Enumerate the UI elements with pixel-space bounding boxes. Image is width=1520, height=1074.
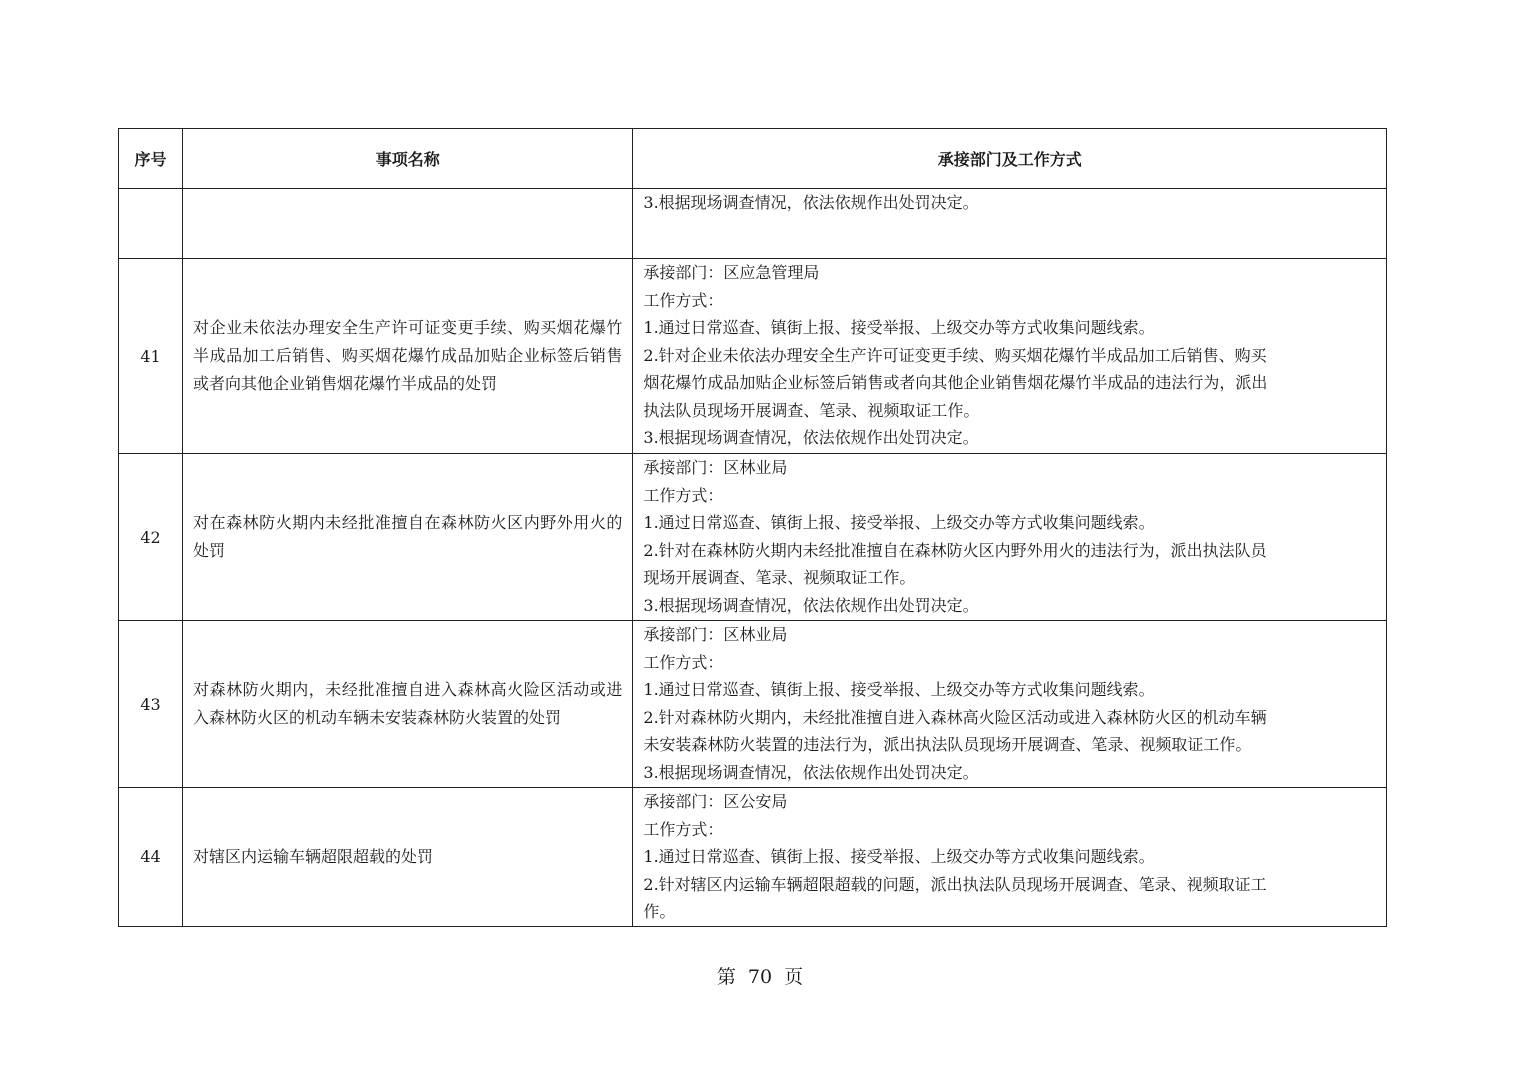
method-line: 3.根据现场调查情况，依法依规作出处罚决定。 <box>643 193 979 212</box>
method-line: 现场开展调查、笔录、视频取证工作。 <box>643 568 916 587</box>
method-line: 工作方式： <box>643 652 724 672</box>
method-line: 1.通过日常巡查、镇街上报、接受举报、上级交办等方式收集问题线索。 <box>643 513 1155 532</box>
table-row <box>119 189 1387 259</box>
row-method <box>633 189 1387 259</box>
row-matter-name: 对企业未依法办理安全生产许可证变更手续、购买烟花爆竹半成品加工后销售、购买烟花爆竹成品加贴企业标签后销售或者向其他企业销售烟花爆竹半成品的处罚 <box>183 259 633 454</box>
method-line: 3.根据现场调查情况，依法依规作出处罚决定。 <box>643 762 979 782</box>
method-line: 2.针对企业未依法办理安全生产许可证变更手续、购买烟花爆竹半成品加工后销售、购买 <box>643 345 1267 365</box>
method-line: 工作方式： <box>643 485 724 505</box>
method-line: 工作方式： <box>643 819 724 839</box>
method-line: 1.通过日常巡查、镇街上报、接受举报、上级交办等方式收集问题线索。 <box>643 318 1155 337</box>
row-matter-name <box>183 189 633 259</box>
row-method <box>633 454 1387 621</box>
header-matter-name: 事项名称 <box>183 129 633 189</box>
row-matter-name: 对森林防火期内，未经批准擅自进入森林高火险区活动或进入森林防火区的机动车辆未安装森林防火装置的处罚 <box>183 621 633 788</box>
header-department-and-method: 承接部门及工作方式 <box>633 129 1387 189</box>
method-line: 3.根据现场调查情况，依法依规作出处罚决定。 <box>643 595 979 615</box>
table-row <box>119 621 1387 788</box>
row-method <box>633 259 1387 454</box>
row-matter-name: 对在森林防火期内未经批准擅自在森林防火区内野外用火的处罚 <box>183 454 633 621</box>
row-number: 42 <box>119 454 183 621</box>
method-line: 1.通过日常巡查、镇街上报、接受举报、上级交办等方式收集问题线索。 <box>643 680 1155 699</box>
page-number: 第 70 页 <box>716 966 804 988</box>
table-header-row <box>119 129 1387 189</box>
method-line: 工作方式： <box>643 290 724 310</box>
header-serial-number: 序号 <box>119 129 183 189</box>
row-method <box>633 788 1387 927</box>
method-line: 2.针对森林防火期内，未经批准擅自进入森林高火险区活动或进入森林防火区的机动车辆 <box>643 707 1267 727</box>
table-row <box>119 454 1387 621</box>
method-line: 作。 <box>643 902 676 921</box>
method-line: 承接部门：区林业局 <box>643 625 788 644</box>
method-line: 未安装森林防火装置的违法行为，派出执法队员现场开展调查、笔录、视频取证工作。 <box>643 735 1252 754</box>
method-line: 承接部门：区林业局 <box>643 458 788 477</box>
method-line: 3.根据现场调查情况，依法依规作出处罚决定。 <box>643 428 979 447</box>
method-line: 承接部门：区公安局 <box>643 792 788 811</box>
row-number <box>119 189 183 259</box>
method-line: 烟花爆竹成品加贴企业标签后销售或者向其他企业销售烟花爆竹半成品的违法行为，派出 <box>643 373 1268 392</box>
row-number: 43 <box>119 621 183 788</box>
row-number: 41 <box>119 259 183 454</box>
row-method <box>633 621 1387 788</box>
row-number: 44 <box>119 788 183 927</box>
method-line: 执法队员现场开展调查、笔录、视频取证工作。 <box>643 400 980 420</box>
method-line: 2.针对在森林防火期内未经批准擅自在森林防火区内野外用火的违法行为，派出执法队员 <box>643 540 1267 560</box>
row-matter-name: 对辖区内运输车辆超限超载的处罚 <box>183 788 633 927</box>
method-line: 1.通过日常巡查、镇街上报、接受举报、上级交办等方式收集问题线索。 <box>643 847 1155 866</box>
table-row <box>119 788 1387 927</box>
matters-table <box>118 128 1387 927</box>
method-line: 承接部门：区应急管理局 <box>643 263 820 282</box>
method-line: 2.针对辖区内运输车辆超限超载的问题，派出执法队员现场开展调查、笔录、视频取证工 <box>643 874 1267 894</box>
table-row <box>119 259 1387 454</box>
